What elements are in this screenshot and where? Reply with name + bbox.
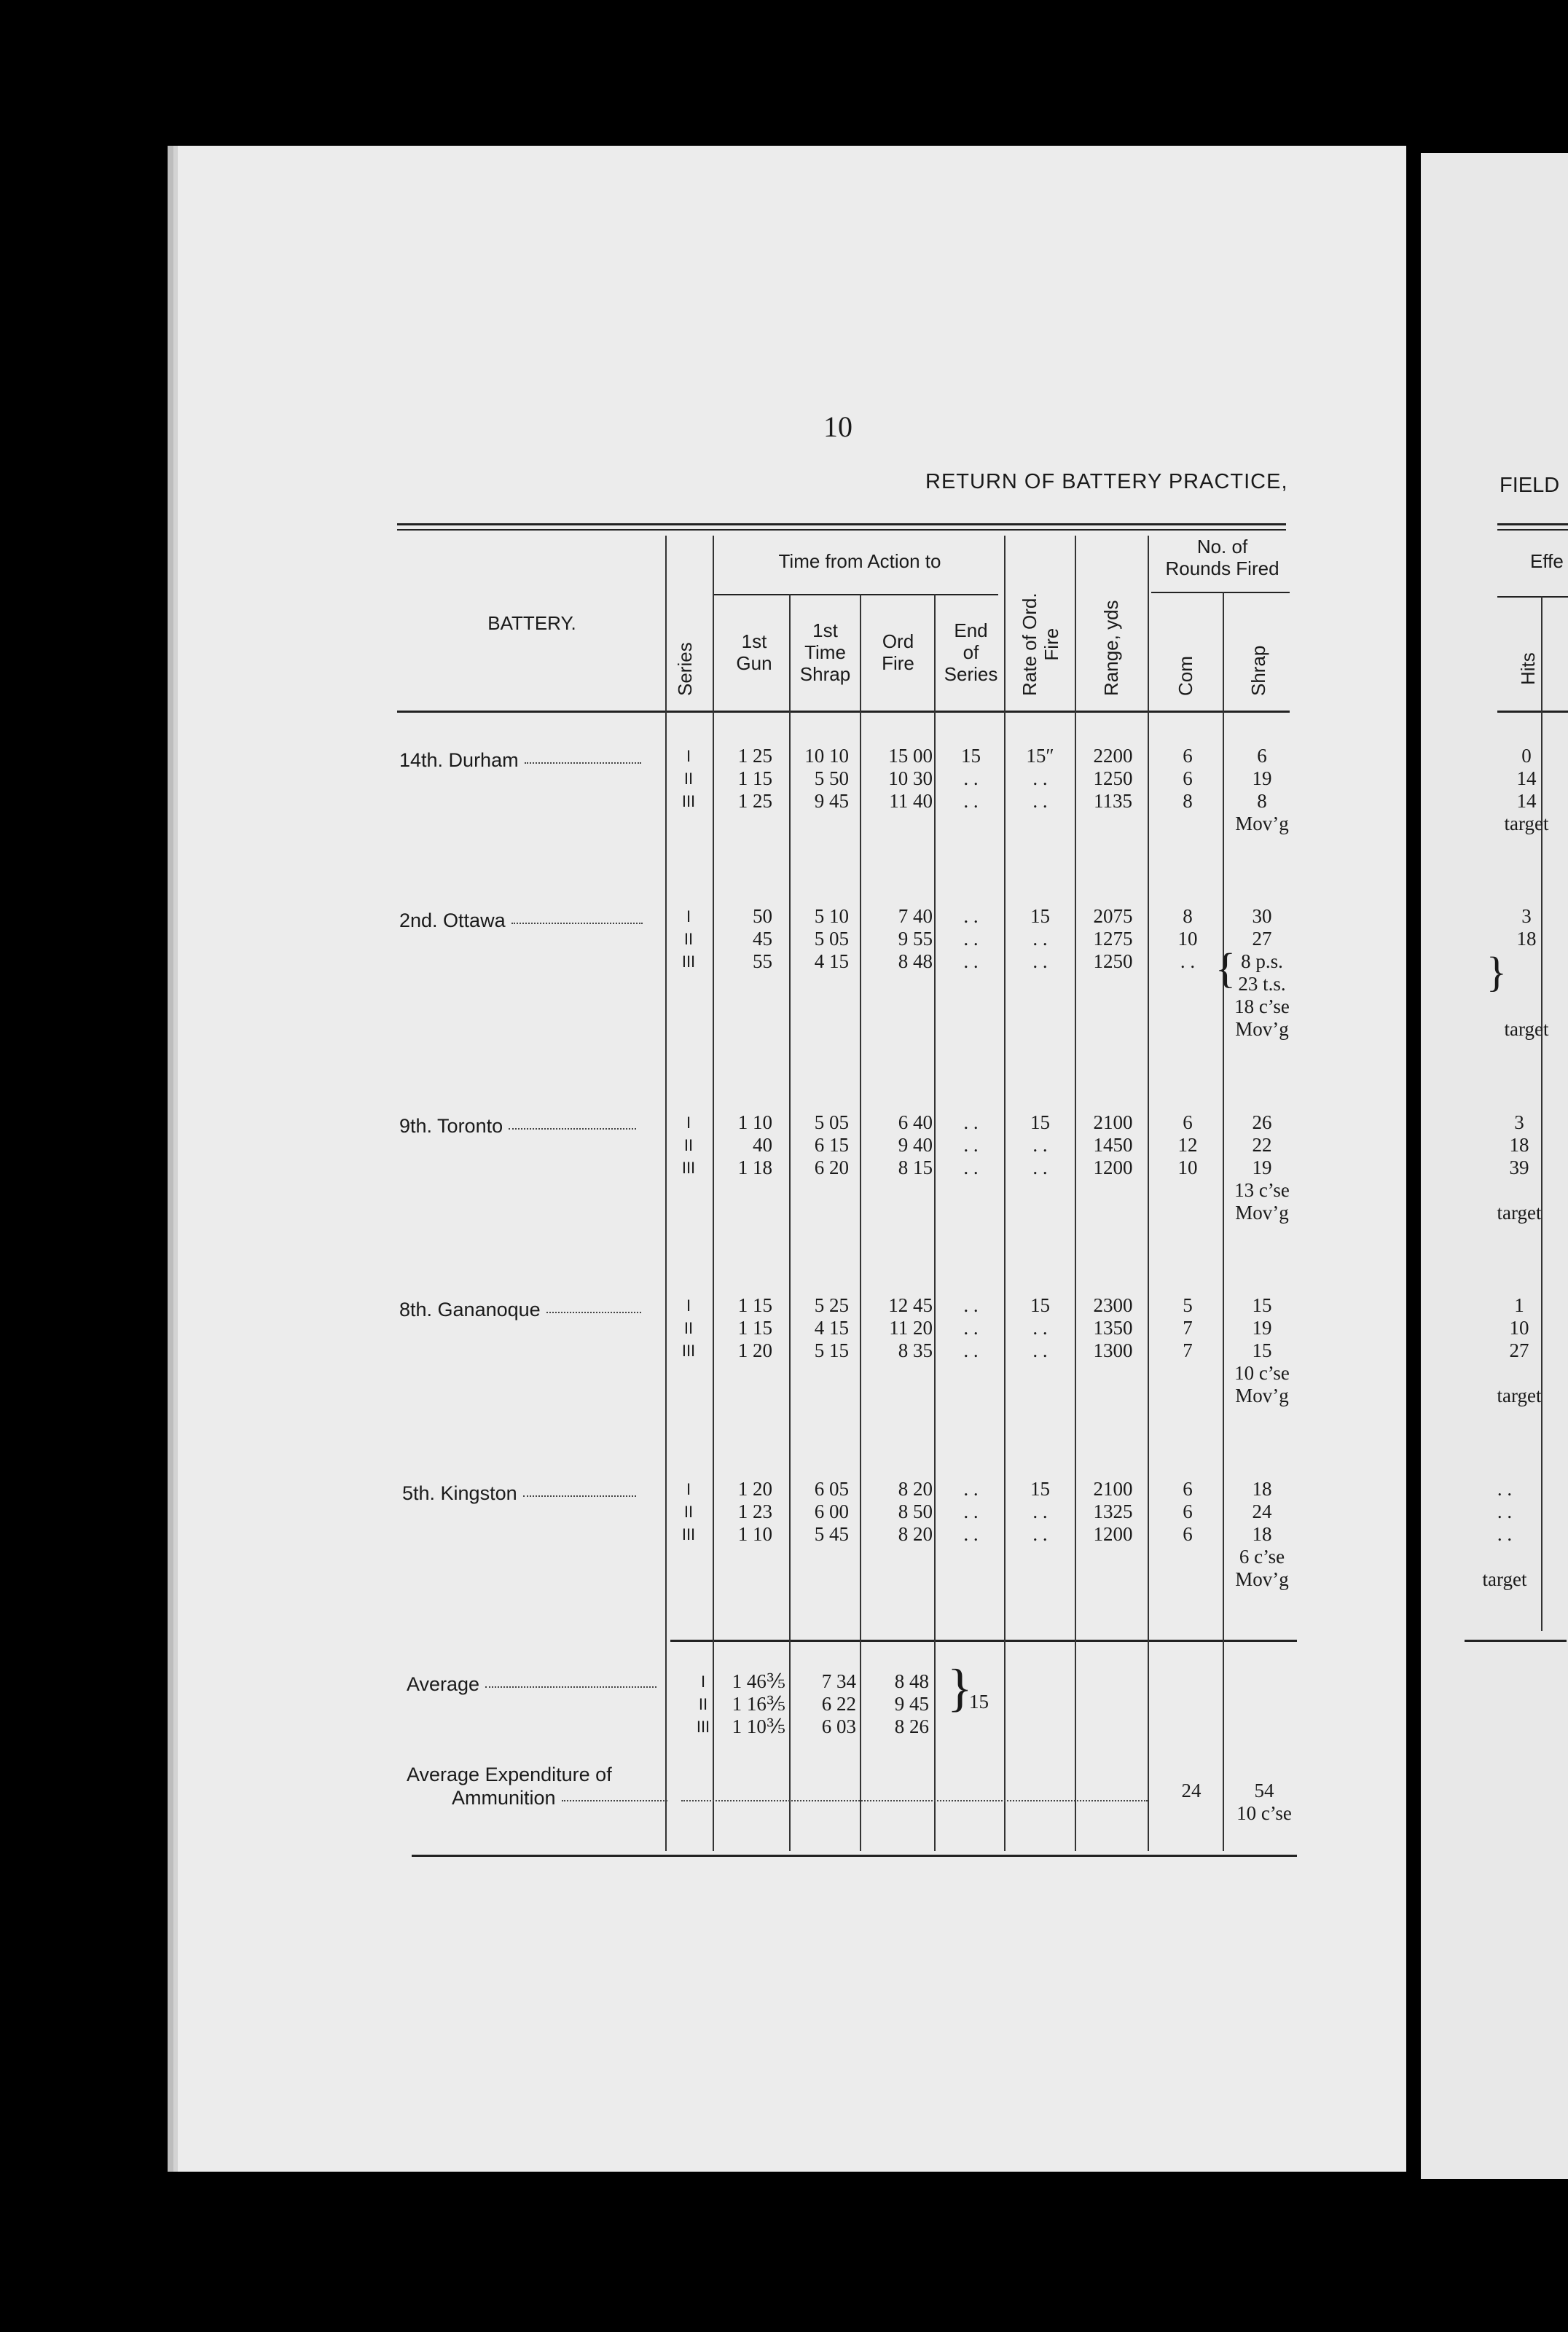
first-shrap-cell: 10 10 5 50 9 45 bbox=[804, 745, 849, 812]
shrap-header: Shrap bbox=[1247, 645, 1269, 696]
facing-top-rule-2 bbox=[1497, 529, 1568, 531]
first-gun-cell: 1 15 1 15 1 20 bbox=[737, 1294, 772, 1361]
battery-name: 9th. Toronto bbox=[399, 1115, 636, 1138]
com-cell: 6 6 8 bbox=[1183, 745, 1193, 812]
time-subheader-rule bbox=[714, 594, 998, 595]
com-header: Com bbox=[1175, 656, 1196, 696]
series-cell: I II III bbox=[681, 1480, 696, 1543]
average-ord-fire-cell: 8 48 9 45 8 26 bbox=[894, 1670, 929, 1737]
range-header: Range, yds bbox=[1100, 600, 1122, 696]
facing-header-bottom-rule bbox=[1497, 711, 1568, 713]
series-cell: I II III bbox=[681, 1296, 696, 1360]
hits-cell: 3 18 target bbox=[1504, 905, 1549, 1040]
series-cell: I II III bbox=[681, 1114, 696, 1177]
first-shrap-cell: 5 05 6 15 6 20 bbox=[814, 1111, 849, 1178]
end-of-series-cell: 15 . . . . bbox=[961, 745, 981, 812]
expenditure-shrap-cell: 54 10 c’se bbox=[1236, 1780, 1292, 1824]
effect-subheader-rule bbox=[1497, 596, 1568, 598]
bracket-icon: { bbox=[1215, 944, 1236, 992]
battery-name: 14th. Durham bbox=[399, 749, 641, 772]
first-shrap-cell: 5 25 4 15 5 15 bbox=[814, 1294, 849, 1361]
end-of-series-header: End of Series bbox=[944, 619, 998, 685]
hits-cell: . . . . . . target bbox=[1482, 1478, 1527, 1590]
shrap-cell: 18 24 18 6 c’se Mov’g bbox=[1235, 1478, 1289, 1590]
shrap-col-rule bbox=[860, 594, 861, 1851]
facing-top-rule bbox=[1497, 523, 1568, 525]
time-from-action-header: Time from Action to bbox=[778, 550, 941, 572]
range-cell: 2100 1325 1200 bbox=[1093, 1478, 1133, 1545]
first-time-shrap-header: 1st Time Shrap bbox=[799, 619, 851, 685]
range-cell: 2300 1350 1300 bbox=[1093, 1294, 1133, 1361]
rate-cell: 15 . . . . bbox=[1030, 1111, 1050, 1178]
end-of-series-cell: . . . . . . bbox=[963, 1294, 979, 1361]
series-cell: I II III bbox=[681, 907, 696, 971]
expenditure-com-cell: 24 bbox=[1181, 1780, 1202, 1801]
rate-cell: 15 . . . . bbox=[1030, 1478, 1050, 1545]
range-cell: 2075 1275 1250 bbox=[1093, 905, 1133, 972]
first-gun-header: 1st Gun bbox=[736, 630, 772, 674]
com-cell: 6 6 6 bbox=[1183, 1478, 1193, 1545]
first-shrap-cell: 6 05 6 00 5 45 bbox=[814, 1478, 849, 1545]
expenditure-label-2: Ammunition bbox=[452, 1787, 667, 1809]
expenditure-label-1: Average Expenditure of bbox=[407, 1764, 612, 1785]
page-title: RETURN OF BATTERY PRACTICE, bbox=[925, 470, 1288, 493]
first-gun-cell: 1 10 40 1 18 bbox=[737, 1111, 772, 1178]
first-gun-cell: 1 20 1 23 1 10 bbox=[737, 1478, 772, 1545]
average-first-gun-cell: 1 46⅗ 1 16⅗ 1 10⅗ bbox=[732, 1670, 785, 1737]
battery-name: 8th. Gananoque bbox=[399, 1299, 641, 1321]
average-first-shrap-cell: 7 34 6 22 6 03 bbox=[821, 1670, 856, 1737]
first-shrap-cell: 5 10 5 05 4 15 bbox=[814, 905, 849, 972]
series-header: Series bbox=[674, 642, 696, 696]
hits-cell: 1 10 27 target bbox=[1497, 1294, 1542, 1406]
effect-header: Effe bbox=[1530, 550, 1564, 572]
battery-header: BATTERY. bbox=[487, 612, 576, 634]
page bbox=[168, 146, 1406, 2172]
facing-page-title: FIELD bbox=[1500, 474, 1560, 497]
series-col-left-rule bbox=[665, 536, 667, 1851]
end-of-series-cell: . . . . . . bbox=[963, 1111, 979, 1178]
first-gun-cell: 50 45 55 bbox=[753, 905, 772, 972]
bracket-icon: } bbox=[1486, 948, 1507, 995]
first-gun-cell: 1 25 1 15 1 25 bbox=[737, 745, 772, 812]
facing-bottom-rule bbox=[1465, 1640, 1567, 1642]
ord-fire-cell: 15 00 10 30 11 40 bbox=[888, 745, 933, 812]
average-top-rule bbox=[670, 1640, 1297, 1642]
bracket-icon: } bbox=[947, 1659, 973, 1717]
series-cell: I II III bbox=[681, 747, 696, 810]
ord-fire-cell: 7 40 9 55 8 48 bbox=[898, 905, 933, 972]
range-cell: 2200 1250 1135 bbox=[1093, 745, 1133, 812]
rate-cell: 15 . . . . bbox=[1030, 905, 1050, 972]
com-cell: 5 7 7 bbox=[1183, 1294, 1193, 1361]
com-cell: 8 10 . . bbox=[1177, 905, 1198, 972]
range-col-rule bbox=[1148, 536, 1149, 1851]
ord-fire-cell: 8 20 8 50 8 20 bbox=[898, 1478, 933, 1545]
expenditure-dotted-leader bbox=[681, 1800, 1148, 1801]
average-end-cell: 15 bbox=[969, 1691, 989, 1713]
header-bottom-rule bbox=[397, 711, 1290, 713]
ord-col-rule bbox=[934, 594, 936, 1851]
end-of-series-cell: . . . . . . bbox=[963, 905, 979, 972]
battery-name: 2nd. Ottawa bbox=[399, 909, 643, 932]
ord-fire-cell: 12 45 11 20 8 35 bbox=[888, 1294, 933, 1361]
hits-header: Hits bbox=[1517, 652, 1539, 685]
rounds-fired-header: No. of Rounds Fired bbox=[1165, 536, 1279, 579]
ord-fire-cell: 6 40 9 40 8 15 bbox=[898, 1111, 933, 1178]
table-top-rule-2 bbox=[397, 529, 1286, 531]
shrap-cell: 15 19 15 10 c’se Mov’g bbox=[1234, 1294, 1290, 1406]
rounds-subheader-rule bbox=[1151, 592, 1290, 593]
end-col-rule bbox=[1004, 536, 1006, 1851]
hits-cell: 3 18 39 target bbox=[1497, 1111, 1542, 1224]
rate-of-ord-fire-header: Rate of Ord. Fire bbox=[1019, 592, 1062, 696]
rate-cell: 15 . . . . bbox=[1030, 1294, 1050, 1361]
series-col-right-rule bbox=[713, 536, 714, 1851]
ord-fire-header: Ord Fire bbox=[882, 630, 914, 674]
shrap-cell: 6 19 8 Mov’g bbox=[1235, 745, 1289, 834]
battery-name: 5th. Kingston bbox=[402, 1482, 636, 1505]
hits-cell: 0 14 14 target bbox=[1504, 745, 1549, 834]
shrap-cell: 26 22 19 13 c’se Mov’g bbox=[1234, 1111, 1290, 1224]
table-top-rule bbox=[397, 523, 1286, 525]
rate-col-rule bbox=[1075, 536, 1076, 1851]
average-label: Average bbox=[407, 1673, 656, 1696]
range-cell: 2100 1450 1200 bbox=[1093, 1111, 1133, 1178]
com-col-rule bbox=[1223, 592, 1224, 1851]
average-series-cell: I II III bbox=[696, 1672, 710, 1736]
shrap-cell: 30 27 8 p.s. 23 t.s. 18 c’se Mov’g bbox=[1234, 905, 1290, 1040]
rate-cell: 15″ . . . . bbox=[1026, 745, 1054, 812]
end-of-series-cell: . . . . . . bbox=[963, 1478, 979, 1545]
table-bottom-rule bbox=[412, 1855, 1297, 1857]
com-cell: 6 12 10 bbox=[1177, 1111, 1198, 1178]
page-number: 10 bbox=[823, 410, 852, 443]
